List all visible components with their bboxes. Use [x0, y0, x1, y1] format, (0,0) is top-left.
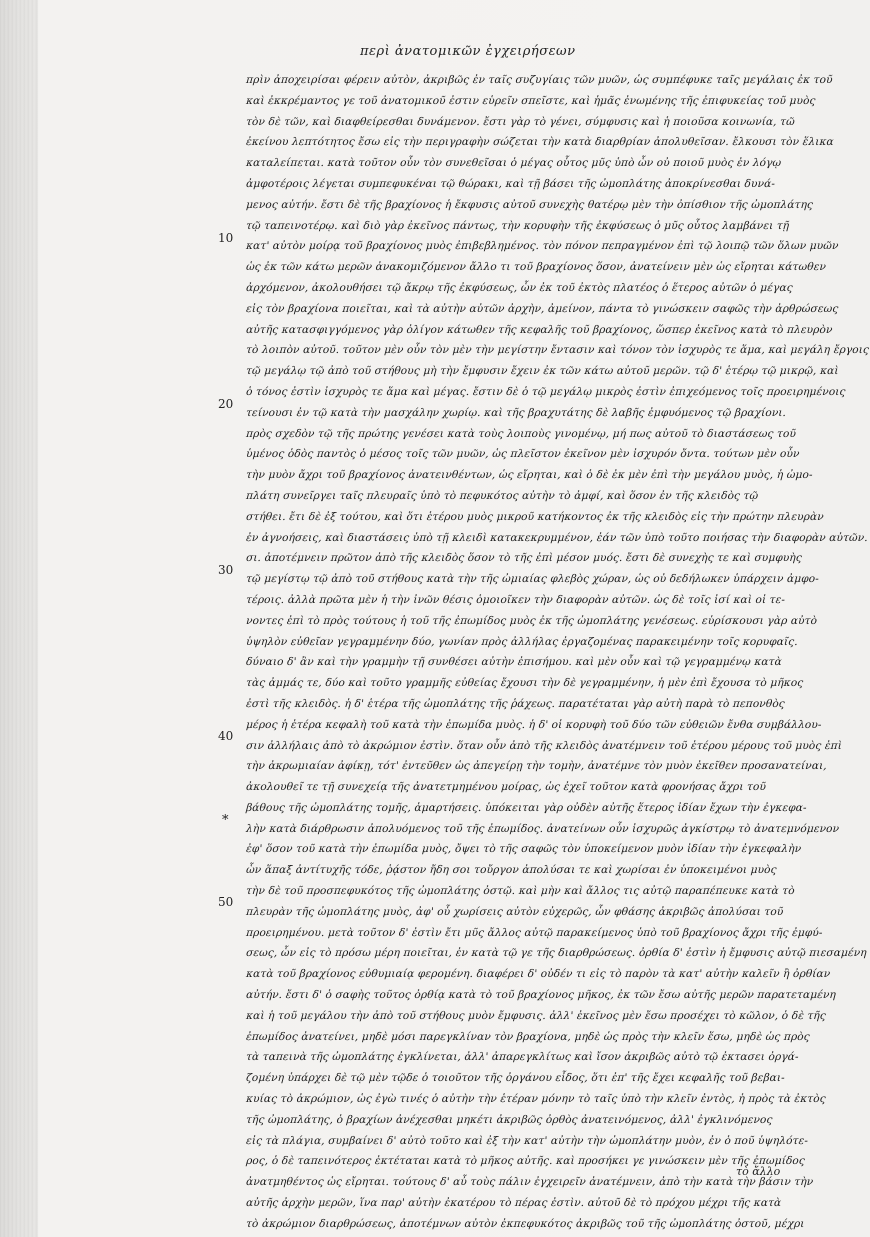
margin-asterisk: * — [222, 813, 229, 828]
text-line: τὸν δὲ τῶν, καὶ διαφθείρεσθαι δυνάμενον. ἔστι γὰρ τὸ γένει, σύμφυσις καὶ ἡ ποιοῦσα κοινωνία, τῶ — [245, 115, 796, 128]
text-line: τῷ ταπεινοτέρῳ. καὶ διὸ γὰρ ἐκεῖνος πάντως, τὴν κορυφὴν τῆς ἐκφύσεως ὁ μῦς οὗτος λαμβάνει τῇ — [245, 219, 790, 232]
text-line: ὑμένος ὁδὸς παντὸς ὁ μέσος τοῖς τῶν μυῶν, ὡς πλεῖστον ἐκεῖνον μὲν ἰσχυρόν ὄντα. τούτων μὲν οὖν — [245, 448, 800, 461]
text-line: σιν ἀλλήλαις ἀπὸ τὸ ἀκρώμιον ἐστὶν. ὅταν οὖν ἀπὸ τῆς κλειδὸς ἀνατέμνειν τοῦ ἑτέρου μέρους τοῦ μυὸς ἐπὶ — [245, 739, 843, 752]
text-line: ἐκείνου λεπτότητος ἔσω εἰς τὴν περιγραφὴν σώζεται τὴν κατὰ διαρθρίαν ἀπολυθεῖσαν. ἔλκουσι τὸν ἕλικα — [245, 136, 835, 149]
text-line: στήθει. ἔτι δὲ ἐξ τούτου, καὶ ὅτι ἑτέρου μυὸς μικροῦ κατήκοντος ἐκ τῆς κλειδὸς εἰς τὴν πρώτην πλευρὰν — [245, 510, 825, 523]
text-line: εἰς τὸν βραχίονα ποιεῖται, καὶ τὰ αὐτὴν αὐτῶν ἀρχὴν, ἀμείνον, πάντα τὸ γινώσκειν σαφῶς τὴν ἀρθρώσεως — [245, 302, 839, 315]
text-line: ἀκολουθεῖ τε τῇ συνεχείᾳ τῆς ἀνατετμημένου μοίρας, ὡς ἐχεῖ τοῦτον κατὰ φρονήσας ἄχρι τοῦ — [245, 781, 767, 794]
book-gutter — [0, 0, 38, 1237]
text-line: ἐν ἀγνοήσεις, καὶ διαστάσεις ὑπὸ τῇ κλειδὶ κατακεκρυμμένον, ἐάν τῶν ὑπὸ τοῦτο ποιήσας τὴν διαφορὰν αὐτῶν. — [245, 531, 869, 544]
text-line: τὴν δὲ τοῦ προσπεφυκότος τῆς ὠμοπλάτης ὀστῷ. καὶ μὴν καὶ ἄλλος τις αὐτῷ παραπέπευκε κατὰ τὸ — [245, 885, 796, 898]
text-line: πλευρὰν τῆς ὠμοπλάτης μυὸς, ἀφ' οὗ χωρίσεις αὐτὸν εὐχερῶς, ὧν φθάσης ἀκριβῶς ἀπολύσαι τοῦ — [245, 905, 784, 918]
running-header: περὶ ἀνατομικῶν ἐγχειρήσεων — [360, 44, 576, 59]
text-line: ὡς ἐκ τῶν κάτω μερῶν ἀνακομιζόμενον ἄλλο τι τοῦ βραχίονος ὅσον, ἀνατείνειν μὲν ὡς εἴρηται κάτωθεν — [245, 261, 827, 274]
text-line: τὸ λοιπὸν αὐτοῦ. τοῦτον μὲν οὖν τὸν μὲν τὴν μεγίστην ἔντασιν καὶ τόνον τὸν ἰσχυρὸς τε ἅμα, καὶ μεγάλη ἔργοις — [245, 344, 870, 357]
catchword: τὸ ἄλλο — [736, 1165, 781, 1178]
text-line: κυίας τὸ ἀκρώμιον, ὡς ἐγὼ τινές ὁ αὐτὴν τὴν ἑτέραν μόνην τὸ ταῖς ὑπὸ τὴν κλεῖν ἐντὸς, ἡ πρὸς τὰ ἐκτὸς — [245, 1093, 827, 1106]
text-line: ἀρχόμενον, ἀκολουθήσει τῷ ἄκρῳ τῆς ἐκφύσεως, ὧν ἐκ τοῦ ἐκτὸς πλατέος ὁ ἕτερος αὐτῶν ὁ μέγας — [245, 281, 794, 294]
text-line: ἐστὶ τῆς κλειδὸς. ἡ δ' ἑτέρα τῆς ὠμοπλάτης τῆς ῥάχεως. παρατέταται γὰρ αὐτὴ παρὰ τὸ πεπονθὸς — [245, 697, 786, 710]
text-line: κατ' αὐτὸν μοίρᾳ τοῦ βραχίονος μυὸς ἐπιβεβλημένος. τὸν πόνον πεπραγμένον ἐπὶ τῷ λοιπῷ τῶν ὅλων μυῶν — [245, 240, 839, 253]
text-line: αὐτήν. ἔστι δ' ὁ σαφὴς τοῦτος ὀρθίᾳ κατὰ τὸ τοῦ βραχίονος μῆκος, ἐκ τῶν ἔσω αὐτῆς μερῶν παρατεταμένη — [245, 989, 837, 1002]
line-number-10: 10 — [218, 231, 234, 245]
text-line: τὴν ἀκρωμιαίαν ἀφίκῃ, τότ' ἐντεῦθεν ὡς ἀπεγείρῃ τὴν τομὴν, ἀνατέμνε τὸν μυὸν ἐκεῖθεν προσανατείναι, — [245, 760, 828, 773]
text-line: τέροις. ἀλλὰ πρῶτα μὲν ἡ τὴν ἰνῶν θέσις ὁμοιοῖκεν τὴν διαφορὰν αὐτῶν. ὡς δὲ τοῖς ἰσί καὶ οἱ τε- — [245, 593, 786, 606]
text-line: ὑψηλὸν εὐθεῖαν γεγραμμένην δύο, γωνίαν πρὸς ἀλλήλας ἐργαζομένας παρακειμένην τοῖς κορυφαῖς. — [245, 635, 799, 648]
line-number-50: 50 — [218, 895, 234, 909]
text-line: ἐπωμίδος ἀνατείνει, μηδὲ μόσι παρεγκλίναν τὸν βραχίονα, μηδὲ ὡς πρὸς τὴν κλεῖν ἕσω, μηδὲ ὡς πρὸς — [245, 1030, 811, 1043]
text-line: μέρος ἡ ἑτέρα κεφαλὴ τοῦ κατὰ τὴν ἐπωμίδα μυὸς. ἡ δ' οἱ κορυφὴ τοῦ δύο τῶν εὐθειῶν ἔνθα συμβάλλου- — [245, 718, 822, 731]
text-line: αὐτῆς κατασφιγγόμενος γὰρ ὀλίγον κάτωθεν τῆς κεφαλῆς τοῦ βραχίονος, ὥσπερ ἐκεῖνος κατὰ τὸ πλευρὸν — [245, 323, 833, 336]
text-line: πλάτη συνεῖργει ταῖς πλευραῖς ὑπὸ τὸ πεφυκότος αὐτὴν τὸ ἀμφί, καὶ ὅσον ἐν τῆς κλειδὸς τῷ — [245, 489, 759, 502]
line-number-20: 20 — [218, 397, 234, 411]
text-line: καὶ ἐκκρέμαντος γε τοῦ ἀνατομικοῦ ἐστιν εὑρεῖν σπεῖστε, καὶ ἡμᾶς ἐνωμένης τῆς ἐπιφυκείας τοῦ μυὸς — [245, 94, 816, 107]
text-line: πρὸς σχεδὸν τῷ τῆς πρώτης γενέσει κατὰ τοὺς λοιποὺς γινομένῳ, μή πως αὐτοῦ τὸ διαστάσεως τοῦ — [245, 427, 797, 440]
text-line: προειρημένου. μετὰ τοῦτον δ' ἐστὶν ἔτι μῦς ἄλλος αὐτῷ παρακείμενος ὑπὸ τοῦ βραχίονος ἄχρι τῆς ἐμφύ- — [245, 926, 823, 939]
text-line: πρὶν ἀποχειρίσαι φέρειν αὐτὸν, ἀκριβῶς ἐν ταῖς συζυγίαις τῶν μυῶν, ὡς συμπέφυκε ταῖς μεγάλαις ἐκ τοῦ — [245, 74, 834, 86]
text-line: τῷ μεγάλῳ τῷ ἀπὸ τοῦ στήθους μὴ τὴν ἔμφυσιν ἔχειν ἐκ τῶν κάτω αὐτοῦ μερῶν. τῷ δ' ἑτέρῳ τῷ μικρῷ, καὶ — [245, 365, 840, 378]
text-line: ρος, ὁ δὲ ταπεινότερος ἐκτέταται κατὰ τὸ μῆκος αὐτῆς. καὶ προσήκει γε γινώσκειν μὲν τῆς ἐπωμίδος — [245, 1155, 806, 1168]
text-line: νοντες ἐπὶ τὸ πρὸς τούτους ἡ τοῦ τῆς ἐπωμίδος μυὸς ἐκ τῆς ὠμοπλάτης γενέσεως. εὑρίσκουσι γὰρ αὐτὸ — [245, 614, 818, 627]
text-line: τὴν μυὸν ἄχρι τοῦ βραχίονος ἀνατεινθέντων, ὡς εἴρηται, καὶ ὁ δὲ ἐκ μὲν ἐπὶ τὴν μεγάλου μυὸς, ἡ ὠμο- — [245, 469, 814, 482]
text-line: μενος αὐτήν. ἔστι δὲ τῆς βραχίονος ἡ ἔκφυσις αὐτοῦ συνεχὴς θατέρῳ μὲν τὴν ὀπίσθιον τῆς ὠμοπλάτης — [245, 198, 814, 211]
text-line: εἰς τὰ πλάγια, συμβαίνει δ' αὐτὸ τοῦτο καὶ ἐξ τὴν κατ' αὐτὴν τὴν ὠμοπλάτην μυὸν, ἐν ὁ ποῦ ὑψηλότε- — [245, 1134, 809, 1147]
text-line: ὁ τόνος ἐστὶν ἰσχυρὸς τε ἅμα καὶ μέγας. ἔστιν δὲ ὁ τῷ μεγάλῳ μικρὸς ἐστὶν ἐπιχεόμενος τοῖς προειρημένοις — [245, 385, 846, 398]
text-line: ὧν ἅπαξ ἀντίτυχῆς τόδε, ῥᾴστον ἤδη σοι τοὔργον ἀπολύσαι τε καὶ χωρίσαι ἐν ὑποκειμένοι μυὸς — [245, 864, 778, 877]
text-line: καὶ ἡ τοῦ μεγάλου τὴν ἀπὸ τοῦ στήθους μυὸν ἔμφυσις. ἀλλ' ἐκεῖνος μὲν ἔσω προσέχει τὸ κῶλον, ὁ δὲ τῆς — [245, 1009, 827, 1022]
text-line: τὸ ἀκρώμιον διαρθρώσεως, ἀποτέμνων αὐτὸν ἐκπεφυκότος ἀκριβῶς τοῦ τῆς ὠμοπλάτης ὀστοῦ, μέχρι — [245, 1217, 805, 1230]
text-line: σεως, ὧν εἰς τὸ πρόσω μέρη ποιεῖται, ἐν κατὰ τῷ γε τῆς διαρθρώσεως. ὀρθία δ' ἐστὶν ἡ ἔμφυσις αὐτῷ πιεσαμένη — [245, 947, 868, 960]
text-line: βάθους τῆς ὠμοπλάτης τομῆς, ἁμαρτήσεις. ὑπόκειται γὰρ οὐδὲν αὐτῆς ἕτερος ἰδίαν ἔχων τὴν ἐγκεφα- — [245, 801, 808, 814]
text-line: ἀνατμηθέντος ὡς εἴρηται. τούτους δ' αὖ τοὺς πάλιν ἐγχειρεῖν ἀνατέμνειν, ἀπὸ τὴν κατὰ τὴν βάσιν τὴν — [245, 1176, 814, 1189]
text-line: κατὰ τοῦ βραχίονος εὐθυμιαίᾳ φερομένη. διαφέρει δ' οὐδέν τι εἰς τὸ παρὸν τὰ κατ' αὐτὴν καλεῖν ἢ ὀρθίαν — [245, 968, 831, 981]
text-line: αὐτῆς ἀρχὴν μερῶν, ἵνα παρ' αὐτὴν ἐκατέρου τὸ πέρας ἐστὶν. αὐτοῦ δὲ τὸ πρόχου μέχρι τῆς κατὰ — [245, 1197, 782, 1210]
text-line: καταλείπεται. κατὰ τοῦτον οὖν τὸν συνεθεῖσαι ὁ μέγας οὗτος μῦς ὑπὸ ὧν οὐ ποιοῦ μυὸς ἐν λόγῳ — [245, 157, 782, 170]
text-line: ἀμφοτέροις λέγεται συμπεφυκέναι τῷ θώρακι, καὶ τῇ βάσει τῆς ὠμοπλάτης ἀποκρίνεσθαι δυνά- — [245, 177, 776, 190]
text-line: δύναιο δ' ἂν καὶ τὴν γραμμὴν τῇ συνθέσει αὐτὴν ἐπισήμου. καὶ μὲν οὖν καὶ τῷ γεγραμμένῳ κατὰ — [245, 656, 783, 669]
line-number-40: 40 — [218, 729, 234, 743]
text-line: τῆς ὠμοπλάτης, ὁ βραχίων ἀνέχεσθαι μηκέτι ἀκριβῶς ὀρθὸς ἀνατεινόμενος, ἀλλ' ἐγκλινόμενος — [245, 1113, 773, 1126]
line-number-30: 30 — [218, 563, 234, 577]
main-text-block — [245, 70, 870, 1235]
text-line: ἐφ' ὅσον τοῦ κατὰ τὴν ἐπωμίδα μυὸς, ὄψει τὸ τῆς σαφῶς τὸν ὑποκείμενον μυὸν ἰδίαν τὴν ἐγκεφαλὴν — [245, 843, 802, 856]
text-line: ζομένη ὑπάρχει δὲ τῷ μὲν τῷδε ὁ τοιοῦτον τῆς ὀργάνου εἶδος, ὅτι ἐπ' τῆς ἔχει κεφαλῆς τοῦ βεβαι- — [245, 1072, 786, 1085]
text-line: λὴν κατὰ διάρθρωσιν ἀπολυόμενος τοῦ τῆς ἐπωμίδος. ἀνατείνων οὖν ἰσχυρῶς ἀγκίστρῳ τὸ ἀνατεμνόμενον — [245, 822, 840, 835]
text-line: σι. ἀποτέμνειν πρῶτον ἀπὸ τῆς κλειδὸς ὅσον τὸ τῆς ἐπὶ μέσον μυός. ἔστι δὲ συνεχὴς τε καὶ συμφυὴς — [245, 552, 803, 565]
text-line: τείνουσι ἐν τῷ κατὰ τὴν μασχάλην χωρίῳ. καὶ τῆς βραχυτάτης δὲ λαβῆς ἐμφυόμενος τῷ βραχίονι. — [245, 406, 787, 419]
text-line: τὰ ταπεινὰ τῆς ὠμοπλάτης ἐγκλίνεται, ἀλλ' ἀπαρεγκλίτως καὶ ἴσον ἀκριβῶς αὐτὸ τῷ ἐκτασει ὀργά- — [245, 1051, 800, 1064]
text-line: τῷ μεγίστῳ τῷ ἀπὸ τοῦ στήθους κατὰ τὴν τῆς ὠμιαίας φλεβὸς χώραν, ὡς οὐ δεδήλωκεν ὑπάρχειν ἀμφο- — [245, 573, 820, 586]
text-line: τὰς ἀμμάς τε, δύο καὶ τοῦτο γραμμῆς εὐθείας ἔχουσι τὴν δὲ γεγραμμένην, ἡ μὲν ἐπὶ ἔχουσα τὸ μῆκος — [245, 677, 804, 690]
